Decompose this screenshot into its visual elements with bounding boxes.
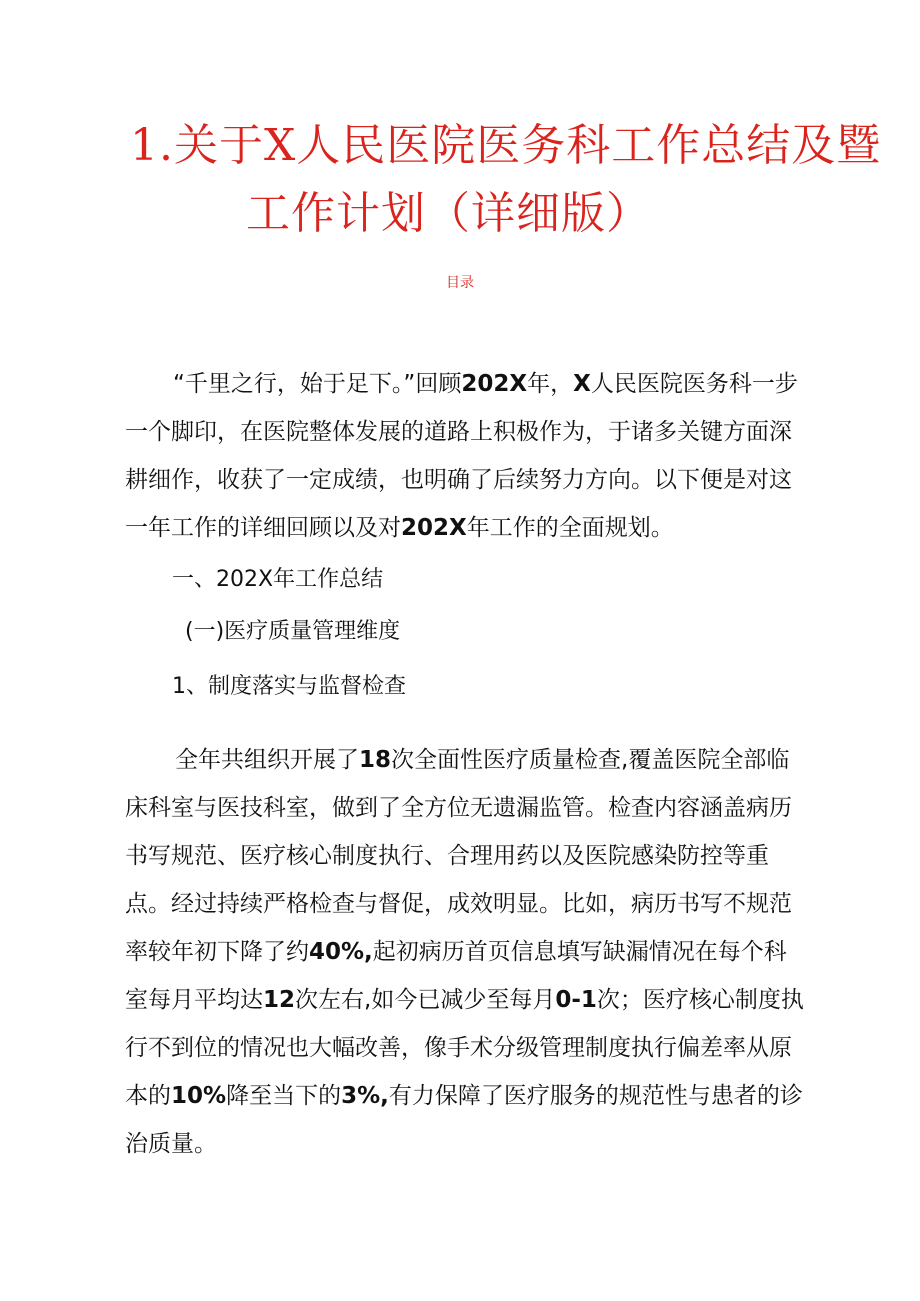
intro-text-1: “千里之行，始于足下。”回顾 [173,371,462,397]
para-number-4: 0-1 [555,987,597,1013]
document-title-line-2: 工作计划（详细版） [246,188,651,239]
intro-year-2: 202X [401,515,467,541]
intro-text-3: 人民医院医务科一步一个脚印，在医院整体发展的道路上积极作为，于诸多关键方面深耕细作，收获了一定成绩，也明确了后续努力方向。以下便是对这一年工作的详细回顾以及对 [125,371,798,541]
intro-hospital-x: X [573,371,591,397]
toc-link[interactable]: 目录 [446,275,474,291]
item-heading: 1、制度落实与监督检查 [172,674,406,699]
para-text-6: 降至当下的 [226,1083,342,1109]
intro-paragraph [125,360,805,552]
para-text-4: 次左右,如今已减少至每月 [295,987,556,1013]
intro-year-1: 202X [461,371,528,397]
intro-text-2: 年， [527,371,574,397]
para-number-3: 12 [263,987,296,1013]
para-text-1: 全年共组织开展了 [175,747,359,773]
intro-text-4: 年工作的全面规划。 [466,515,674,541]
para-text-7: 有力保障了医疗服务的规范性与患者的诊治质量。 [125,1083,803,1157]
para-number-1: 18 [359,747,392,773]
para-text-5: 次；医疗核心制度执行不到位的情况也大幅改善，像手术分级管理制度执行偏差率从原本的 [125,987,804,1109]
sub-heading: (一)医疗质量管理维度 [185,619,401,644]
document-title-line-1: 1.关于X人民医院医务科工作总结及暨 [130,120,882,171]
para-number-5: 10% [171,1083,227,1109]
para-number-6: 3%, [341,1083,389,1109]
quality-check-paragraph [125,736,805,1168]
para-number-2: 40%, [309,939,373,965]
para-text-3: 起初病历首页信息填写缺漏情况在每个科室每月平均达 [125,939,787,1013]
para-text-2: 次全面性医疗质量检查,覆盖医院全部临床科室与医技科室，做到了全方位无遗漏监管。检查内容涵盖病历书写规范、医疗核心制度执行、合理用药以及医院感染防控等重点。经过持续严格检查与督促，成效明显。比如，病历书写不规范率较年初下降了约 [125,747,792,965]
section-heading: 一、202X年工作总结 [172,567,384,592]
